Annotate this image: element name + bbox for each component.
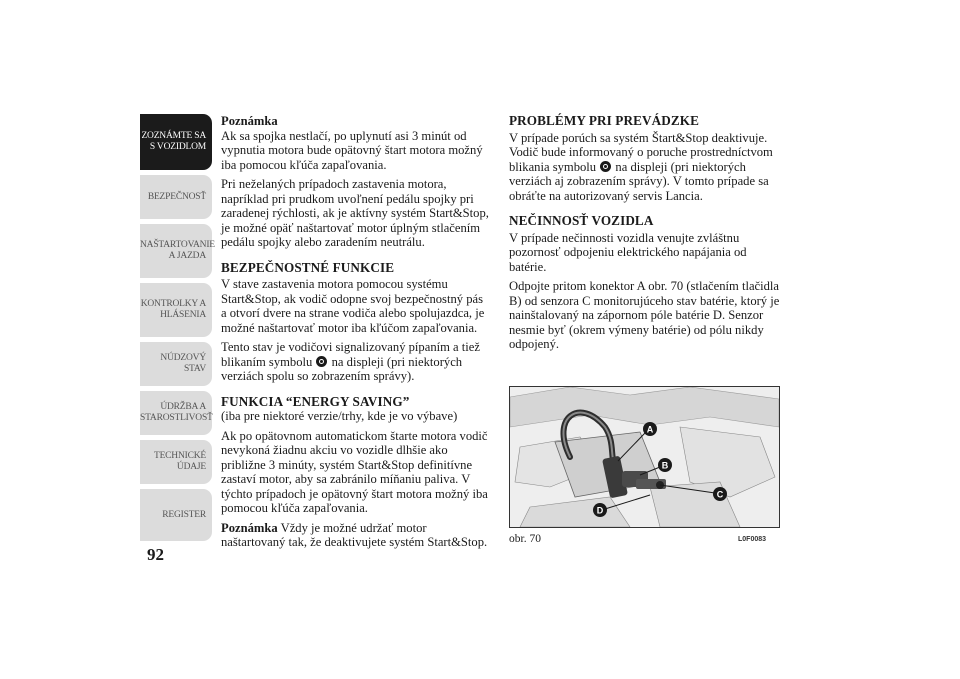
tab-label: REGISTER: [162, 509, 206, 520]
text-segment: na displeji (pri niektorých verziách aj zobrazením správy). V tomto prípade sa obráťte na autorizovaný servis Lancia.: [509, 159, 769, 203]
start-stop-warning-icon: [316, 356, 327, 367]
paragraph: [221, 340, 491, 384]
text-segment: Tento stav je vodičovi signalizovaný pípaním a tiež blikaním symbolu: [221, 340, 480, 369]
callout-a: [643, 422, 657, 436]
paragraph: [509, 131, 781, 204]
tab-label: BEZPEČNOSŤ: [147, 191, 206, 202]
section-subtitle: (iba pre niektoré verzie/trhy, kde je vo výbave): [221, 409, 458, 423]
paragraph: V stave zastavenia motora pomocou systému Start&Stop, ak vodič odopne svoj bezpečnostný pás a otvorí dvere na strane vodiča alebo spolujazdca, je možné naštartovať motor iba kľúčom zapaľovania.: [221, 277, 485, 335]
svg-text:D: D: [596, 505, 604, 516]
figure-code: L0F0083: [738, 536, 767, 543]
text-segment: V prípade porúch sa systém Štart&Stop deaktivuje. Vodič bude informovaný o poruche prostredníctvom blikania symbolu: [509, 130, 773, 174]
left-column: [221, 114, 491, 555]
tab-vehicle-intro[interactable]: [140, 114, 212, 170]
tab-label: NAŠTARTOVANIE A JAZDA: [140, 240, 215, 261]
tab-technical-data[interactable]: [140, 440, 212, 484]
note-text: Ak sa spojka nestlačí, po uplynutí asi 3 minút od vypnutia motora bude opätovný štart motora možný iba pomocou kľúča zapaľovania.: [221, 128, 483, 172]
callout-b: [658, 458, 672, 472]
paragraph: [221, 521, 491, 550]
tab-label: NÚDZOVÝ STAV: [160, 353, 206, 374]
tab-warning-lights[interactable]: [140, 283, 212, 337]
paragraph: Pri neželaných prípadoch zastavenia motora, napríklad pri prudkom uvoľnení pedálu spojky pri zaradenej rýchlosti, ak je aktívny systém Start&Stop, je možné opäť naštartovať motor úplným stlačením pedálu spojky alebo zaradením neutrálu.: [221, 177, 489, 249]
svg-text:B: B: [661, 460, 669, 471]
tab-safety[interactable]: [140, 175, 212, 219]
text-segment: na displeji (pri niektorých verziách spolu so zobrazením správy).: [221, 354, 463, 383]
tab-maintenance[interactable]: [140, 391, 212, 435]
note-text: Vždy je možné udržať motor naštartovaný tak, že deaktivujete systém Start&Stop.: [221, 520, 488, 549]
paragraph: Ak po opätovnom automatickom štarte motora vodič nevykoná žiadnu akciu vo vozidle dlhšie ako približne 3 minúty, systém Start&Stop definitívne zastaví motor, aby sa zabránilo míňaniu paliva. V týchto prípadoch je opätovný štart motora možný iba pomocou kľúča zapaľovania.: [221, 428, 488, 515]
start-stop-warning-icon: [600, 161, 611, 172]
tab-label: TECHNICKÉ ÚDAJE: [153, 451, 206, 472]
note-title: Poznámka: [221, 114, 278, 128]
tab-starting-driving[interactable]: [140, 224, 215, 278]
callout-d: [593, 503, 607, 517]
battery-illustration: [510, 387, 779, 527]
tab-label: KONTROLKY A HLÁSENIA: [140, 299, 206, 320]
battery-figure: [509, 386, 780, 528]
page-number: 92: [147, 545, 164, 564]
right-column: [509, 114, 781, 357]
figure-caption: obr. 70: [509, 533, 541, 545]
svg-text:C: C: [716, 489, 724, 500]
paragraph: Odpojte pritom konektor A obr. 70 (stlačením tlačidla B) od senzora C monitorujúceho stav batérie, ktorý je nainštalovaný na zápornom póle batérie D. Senzor nesmie byť (okrem výmeny batérie) od pólu nikdy odpojený.: [509, 279, 780, 351]
tab-label: ZOZNÁMTE SA S VOZIDLOM: [141, 131, 206, 152]
section-heading-inactivity: NEČINNOSŤ VOZIDLA: [509, 213, 654, 228]
section-heading-problems: PROBLÉMY PRI PREVÁDZKE: [509, 113, 700, 128]
tab-label: ÚDRŽBA A STAROSTLIVOSŤ: [140, 402, 213, 423]
tab-emergency[interactable]: [140, 342, 212, 386]
svg-text:A: A: [646, 424, 654, 435]
paragraph: V prípade nečinnosti vozidla venujte zvláštnu pozornosť odpojeniu elektrického napájania od batérie.: [509, 230, 747, 274]
callout-c: [713, 487, 727, 501]
note-label: Poznámka: [221, 520, 278, 535]
section-heading-energy-saving: FUNKCIA “ENERGY SAVING”: [221, 393, 410, 409]
section-heading-safety: BEZPEČNOSTNÉ FUNKCIE: [221, 259, 395, 275]
tab-index[interactable]: [140, 489, 212, 541]
